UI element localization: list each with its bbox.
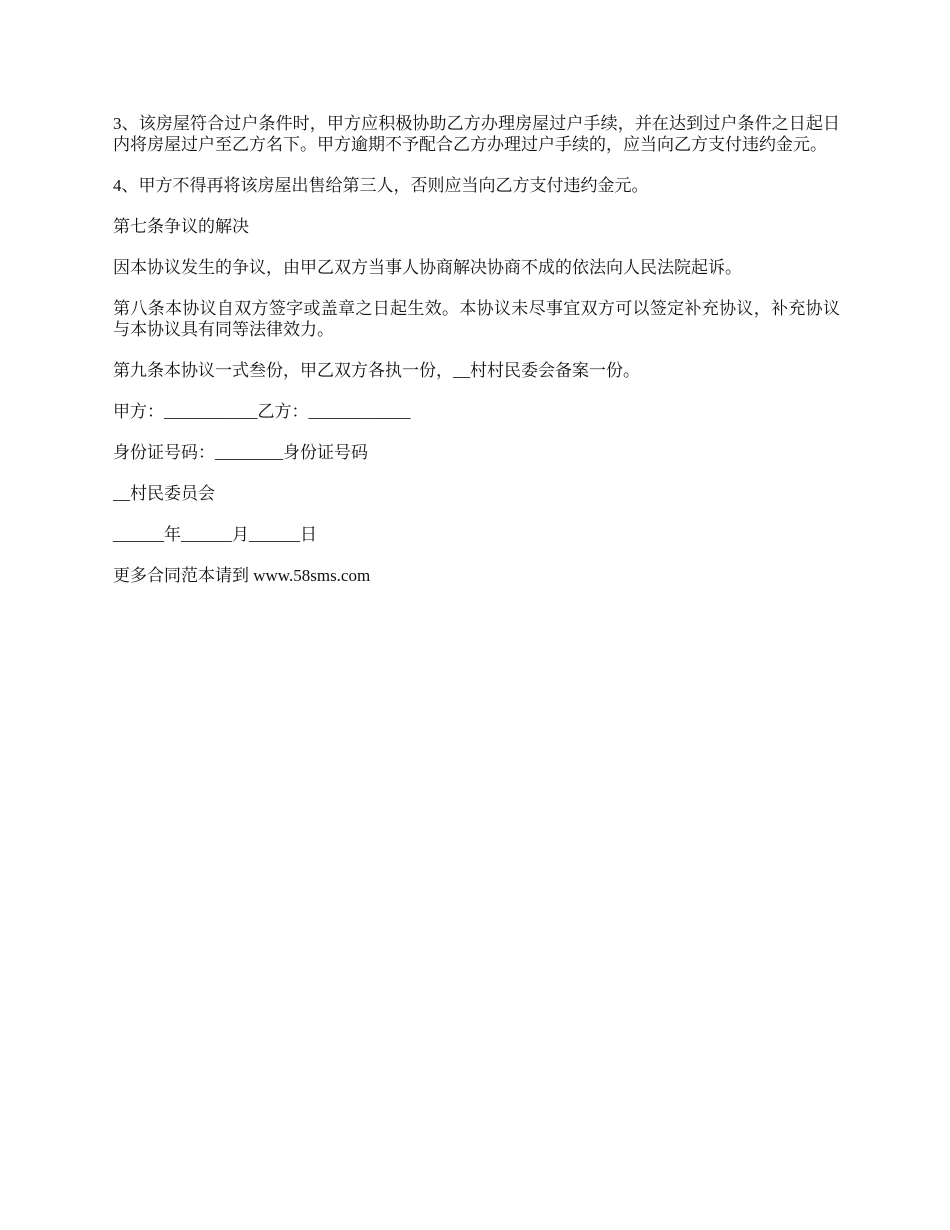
article-8-paragraph: 第八条本协议自双方签字或盖章之日起生效。本协议未尽事宜双方可以签定补充协议，补充协议与本协议具有同等法律效力。 [113,299,840,339]
clause-3-transfer-paragraph: 3、该房屋符合过户条件时，甲方应积极协助乙方办理房屋过户手续，并在达到过户条件之日起日内将房屋过户至乙方名下。甲方逾期不予配合乙方办理过户手续的，应当向乙方支付违约金元。 [113,114,840,154]
article-9-paragraph: 第九条本协议一式叁份，甲乙双方各执一份，__村村民委会备案一份。 [113,361,640,380]
village-committee-line: __村民委员会 [113,484,215,503]
clause-4-no-resale-paragraph: 4、甲方不得再将该房屋出售给第三人，否则应当向乙方支付违约金元。 [113,176,649,195]
id-number-line: 身份证号码：________身份证号码 [113,443,368,462]
document-body [113,113,840,606]
article-7-heading: 第七条争议的解决 [113,217,249,236]
dispute-resolution-paragraph: 因本协议发生的争议，由甲乙双方当事人协商解决协商不成的依法向人民法院起诉。 [113,258,742,277]
footer-more-templates: 更多合同范本请到 www.58sms.com [113,566,371,585]
party-signature-line: 甲方：___________乙方：____________ [113,402,411,421]
date-line: ______年______月______日 [113,525,317,544]
